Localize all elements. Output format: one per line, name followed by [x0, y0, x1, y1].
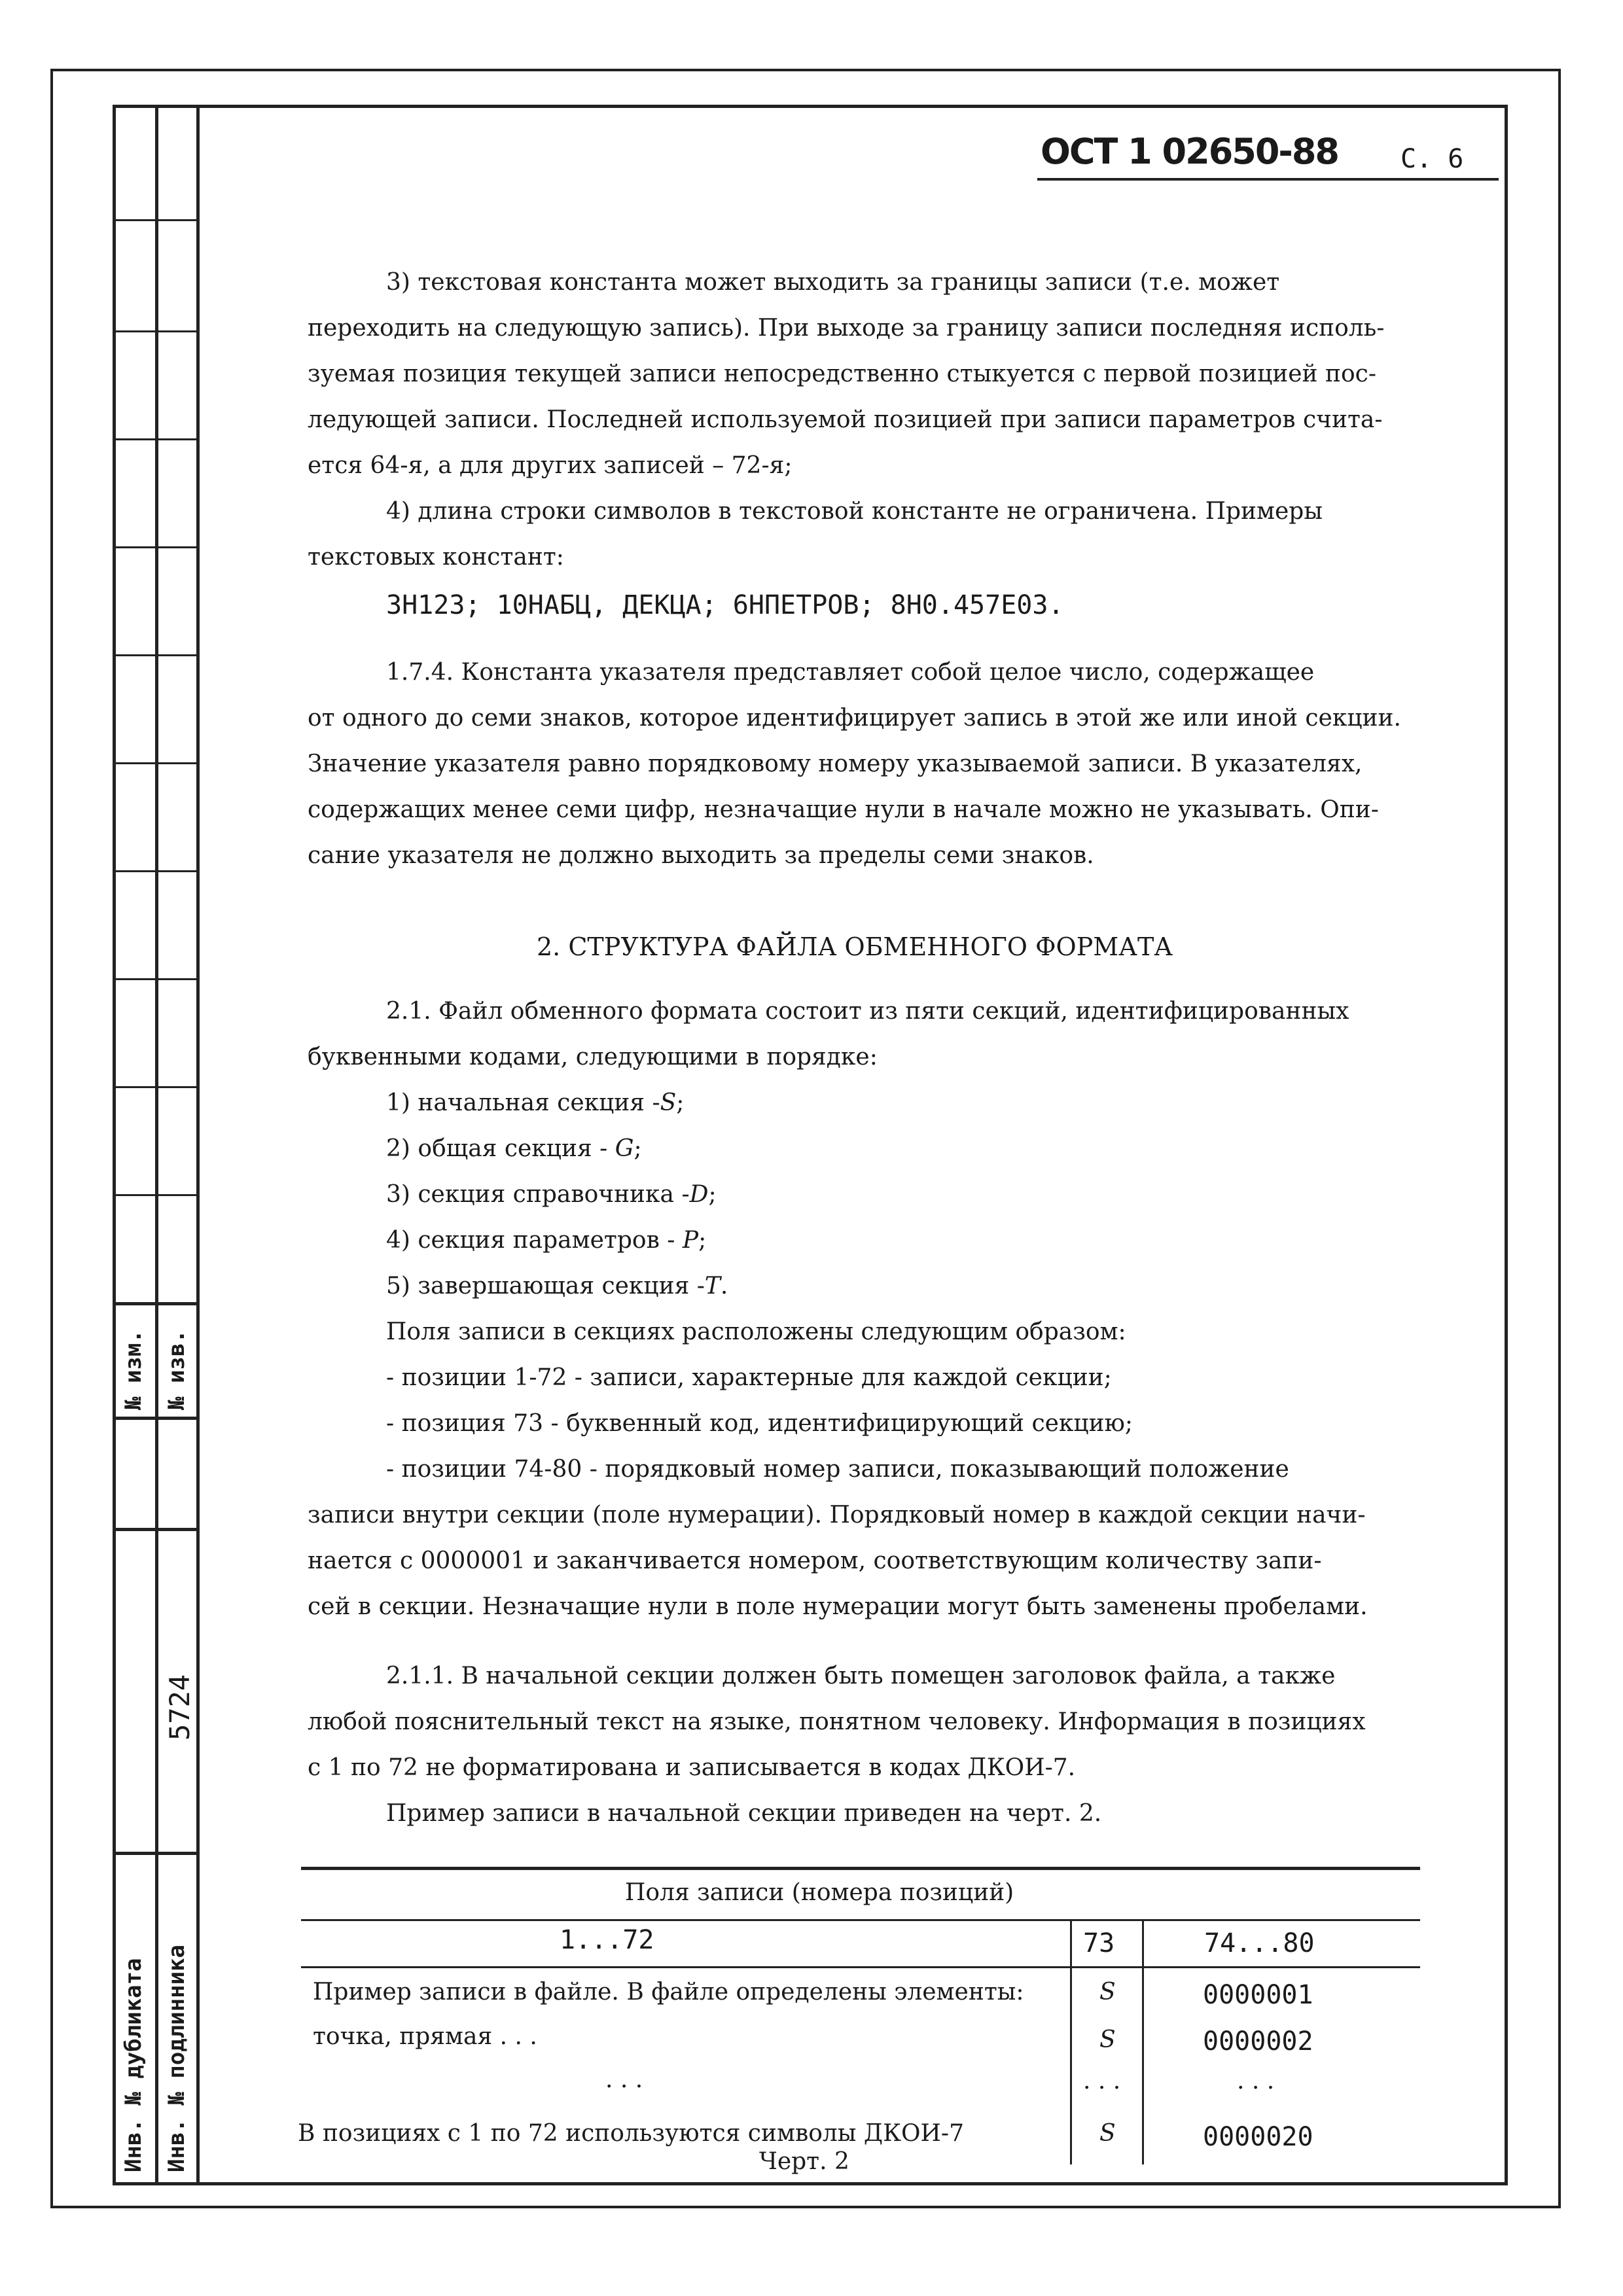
text-line: сей в секции. Незначащие нули в поле нумерации могут быть заменены пробелами.	[308, 1593, 1368, 1620]
text-line: ется 64-я, а для других записей – 72-я;	[308, 452, 793, 479]
strip-row	[113, 438, 198, 440]
strip-row	[113, 978, 198, 980]
text-line: Значение указателя равно порядковому номеру указываемой записи. В указателях,	[308, 751, 1363, 777]
margin-line-1	[155, 105, 158, 2185]
list-text: 5) завершающая секция -	[386, 1273, 705, 1299]
text-line: с 1 по 72 не форматирована и записывается в кодах ДКОИ-7.	[308, 1754, 1076, 1781]
text-line: 4) длина строки символов в текстовой константе не ограничена. Примеры	[386, 498, 1323, 525]
col-header-positions: 1...72	[560, 1925, 654, 1955]
text-line: 2.1.1. В начальной секции должен быть помещен заголовок файла, а также	[386, 1663, 1336, 1689]
table-top-rule	[301, 1867, 1420, 1870]
figure-label: Черт. 2	[759, 2148, 849, 2175]
strip-row	[113, 654, 198, 656]
list-text: 1) начальная секция -	[386, 1089, 660, 1116]
inv-podl-label: Инв. № подлинника	[164, 1945, 190, 2172]
text-line: переходить на следующую запись). При выходе за границу записи последняя исполь-	[308, 315, 1385, 342]
header-rule	[1037, 178, 1499, 181]
text-line: 2.1. Файл обменного формата состоит из пяти секций, идентифицированных	[386, 998, 1349, 1025]
text-line: от одного до семи знаков, которое идентифицирует запись в этой же или иной секции.	[308, 705, 1401, 732]
text-line: 1.7.4. Константа указателя представляет собой целое число, содержащее	[386, 659, 1315, 686]
margin-line-2	[196, 105, 200, 2185]
doc-code: ОСТ 1 02650-88	[1041, 131, 1338, 172]
strip-row-bold	[113, 1417, 198, 1420]
section-code: D	[689, 1181, 709, 1208]
text-line: буквенными кодами, следующими в порядке:	[308, 1044, 878, 1070]
table-row-code: S	[1099, 1979, 1116, 2005]
table-row-text: . . .	[605, 2066, 643, 2093]
text-line: - позиция 73 - буквенный код, идентифицирующий секцию;	[386, 1410, 1133, 1437]
strip-row	[113, 1086, 198, 1088]
table-row-code: S	[1099, 2120, 1116, 2147]
strip-row-bold	[113, 1852, 198, 1855]
text-line: сание указателя не должно выходить за пределы семи знаков.	[308, 842, 1094, 869]
strip-row	[113, 1194, 198, 1196]
text-line: ледующей записи. Последней используемой позицией при записи параметров счита-	[308, 406, 1383, 433]
list-item: 2) общая секция - G;	[386, 1135, 642, 1162]
table-row-number: 0000001	[1203, 1980, 1313, 2010]
table-row-text: Пример записи в файле. В файле определены элементы:	[313, 1979, 1024, 2005]
section-code: G	[615, 1135, 634, 1162]
section-code: P	[682, 1227, 699, 1254]
strip-row	[113, 870, 198, 872]
text-line: - позиции 74-80 - порядковый номер записи, показывающий положение	[386, 1456, 1289, 1483]
text-line: Пример записи в начальной секции приведен на черт. 2.	[386, 1800, 1102, 1827]
strip-row-bold	[113, 1528, 198, 1531]
list-item: 3) секция справочника -D;	[386, 1181, 717, 1208]
page-number: С. 6	[1400, 144, 1464, 174]
table-col-divider	[1142, 1919, 1144, 2164]
izm-label: № изм.	[120, 1330, 147, 1410]
inv-number: 5724	[164, 1674, 196, 1740]
table-col-divider	[1070, 1919, 1072, 2164]
table-row-number: 0000002	[1203, 2026, 1313, 2057]
text-line: нается с 0000001 и заканчивается номером, соответствующим количеству запи-	[308, 1547, 1322, 1574]
text-line: текстовых констант:	[308, 544, 564, 571]
text-line: записи внутри секции (поле нумерации). Порядковый номер в каждой секции начи-	[308, 1502, 1366, 1528]
strip-row	[113, 330, 198, 332]
table-header-rule	[301, 1919, 1420, 1921]
text-line: зуемая позиция текущей записи непосредственно стыкуется с первой позицией пос-	[308, 361, 1376, 387]
table-row-text: точка, прямая . . .	[313, 2023, 537, 2050]
izv-label: № изв.	[164, 1330, 190, 1410]
col-header-number: 74...80	[1204, 1928, 1315, 1958]
strip-row	[113, 219, 198, 221]
text-line: 3) текстовая константа может выходить за границы записи (т.е. может	[386, 269, 1280, 296]
list-item: 5) завершающая секция -T.	[386, 1273, 728, 1299]
text-line: любой пояснительный текст на языке, понятном человеку. Информация в позициях	[308, 1708, 1366, 1735]
table-columns-rule	[301, 1966, 1420, 1968]
list-text: 2) общая секция -	[386, 1135, 608, 1162]
table-row-number: 0000020	[1203, 2122, 1313, 2152]
text-constants-example: 3Н123; 10НАБЦ, ДЕКЦА; 6НПЕТРОВ; 8Н0.457Е03.	[386, 590, 1064, 620]
table-caption: Поля записи (номера позиций)	[625, 1879, 1014, 1906]
table-row-code: S	[1099, 2026, 1116, 2053]
section-code: T	[704, 1273, 721, 1299]
list-text: 4) секция параметров -	[386, 1227, 675, 1254]
text-line: - позиции 1-72 - записи, характерные для каждой секции;	[386, 1364, 1112, 1391]
table-row-text: В позициях с 1 по 72 используются символы ДКОИ-7	[298, 2120, 964, 2147]
strip-row	[113, 546, 198, 548]
section-code: S	[660, 1089, 677, 1116]
col-header-code: 73	[1083, 1928, 1115, 1958]
table-row-number: . . .	[1237, 2068, 1275, 2094]
strip-row-bold	[113, 1302, 198, 1305]
table-row-code: . . .	[1083, 2068, 1121, 2094]
strip-row	[113, 762, 198, 764]
list-item: 1) начальная секция -S;	[386, 1089, 685, 1116]
text-line: содержащих менее семи цифр, незначащие нули в начале можно не указывать. Опи-	[308, 796, 1379, 823]
text-line: Поля записи в секциях расположены следующим образом:	[386, 1318, 1126, 1345]
section-heading: 2. СТРУКТУРА ФАЙЛА ОБМЕННОГО ФОРМАТА	[537, 932, 1173, 961]
list-text: 3) секция справочника -	[386, 1181, 690, 1208]
inv-dubl-label: Инв. № дубликата	[120, 1958, 147, 2172]
list-item: 4) секция параметров - P;	[386, 1227, 707, 1254]
